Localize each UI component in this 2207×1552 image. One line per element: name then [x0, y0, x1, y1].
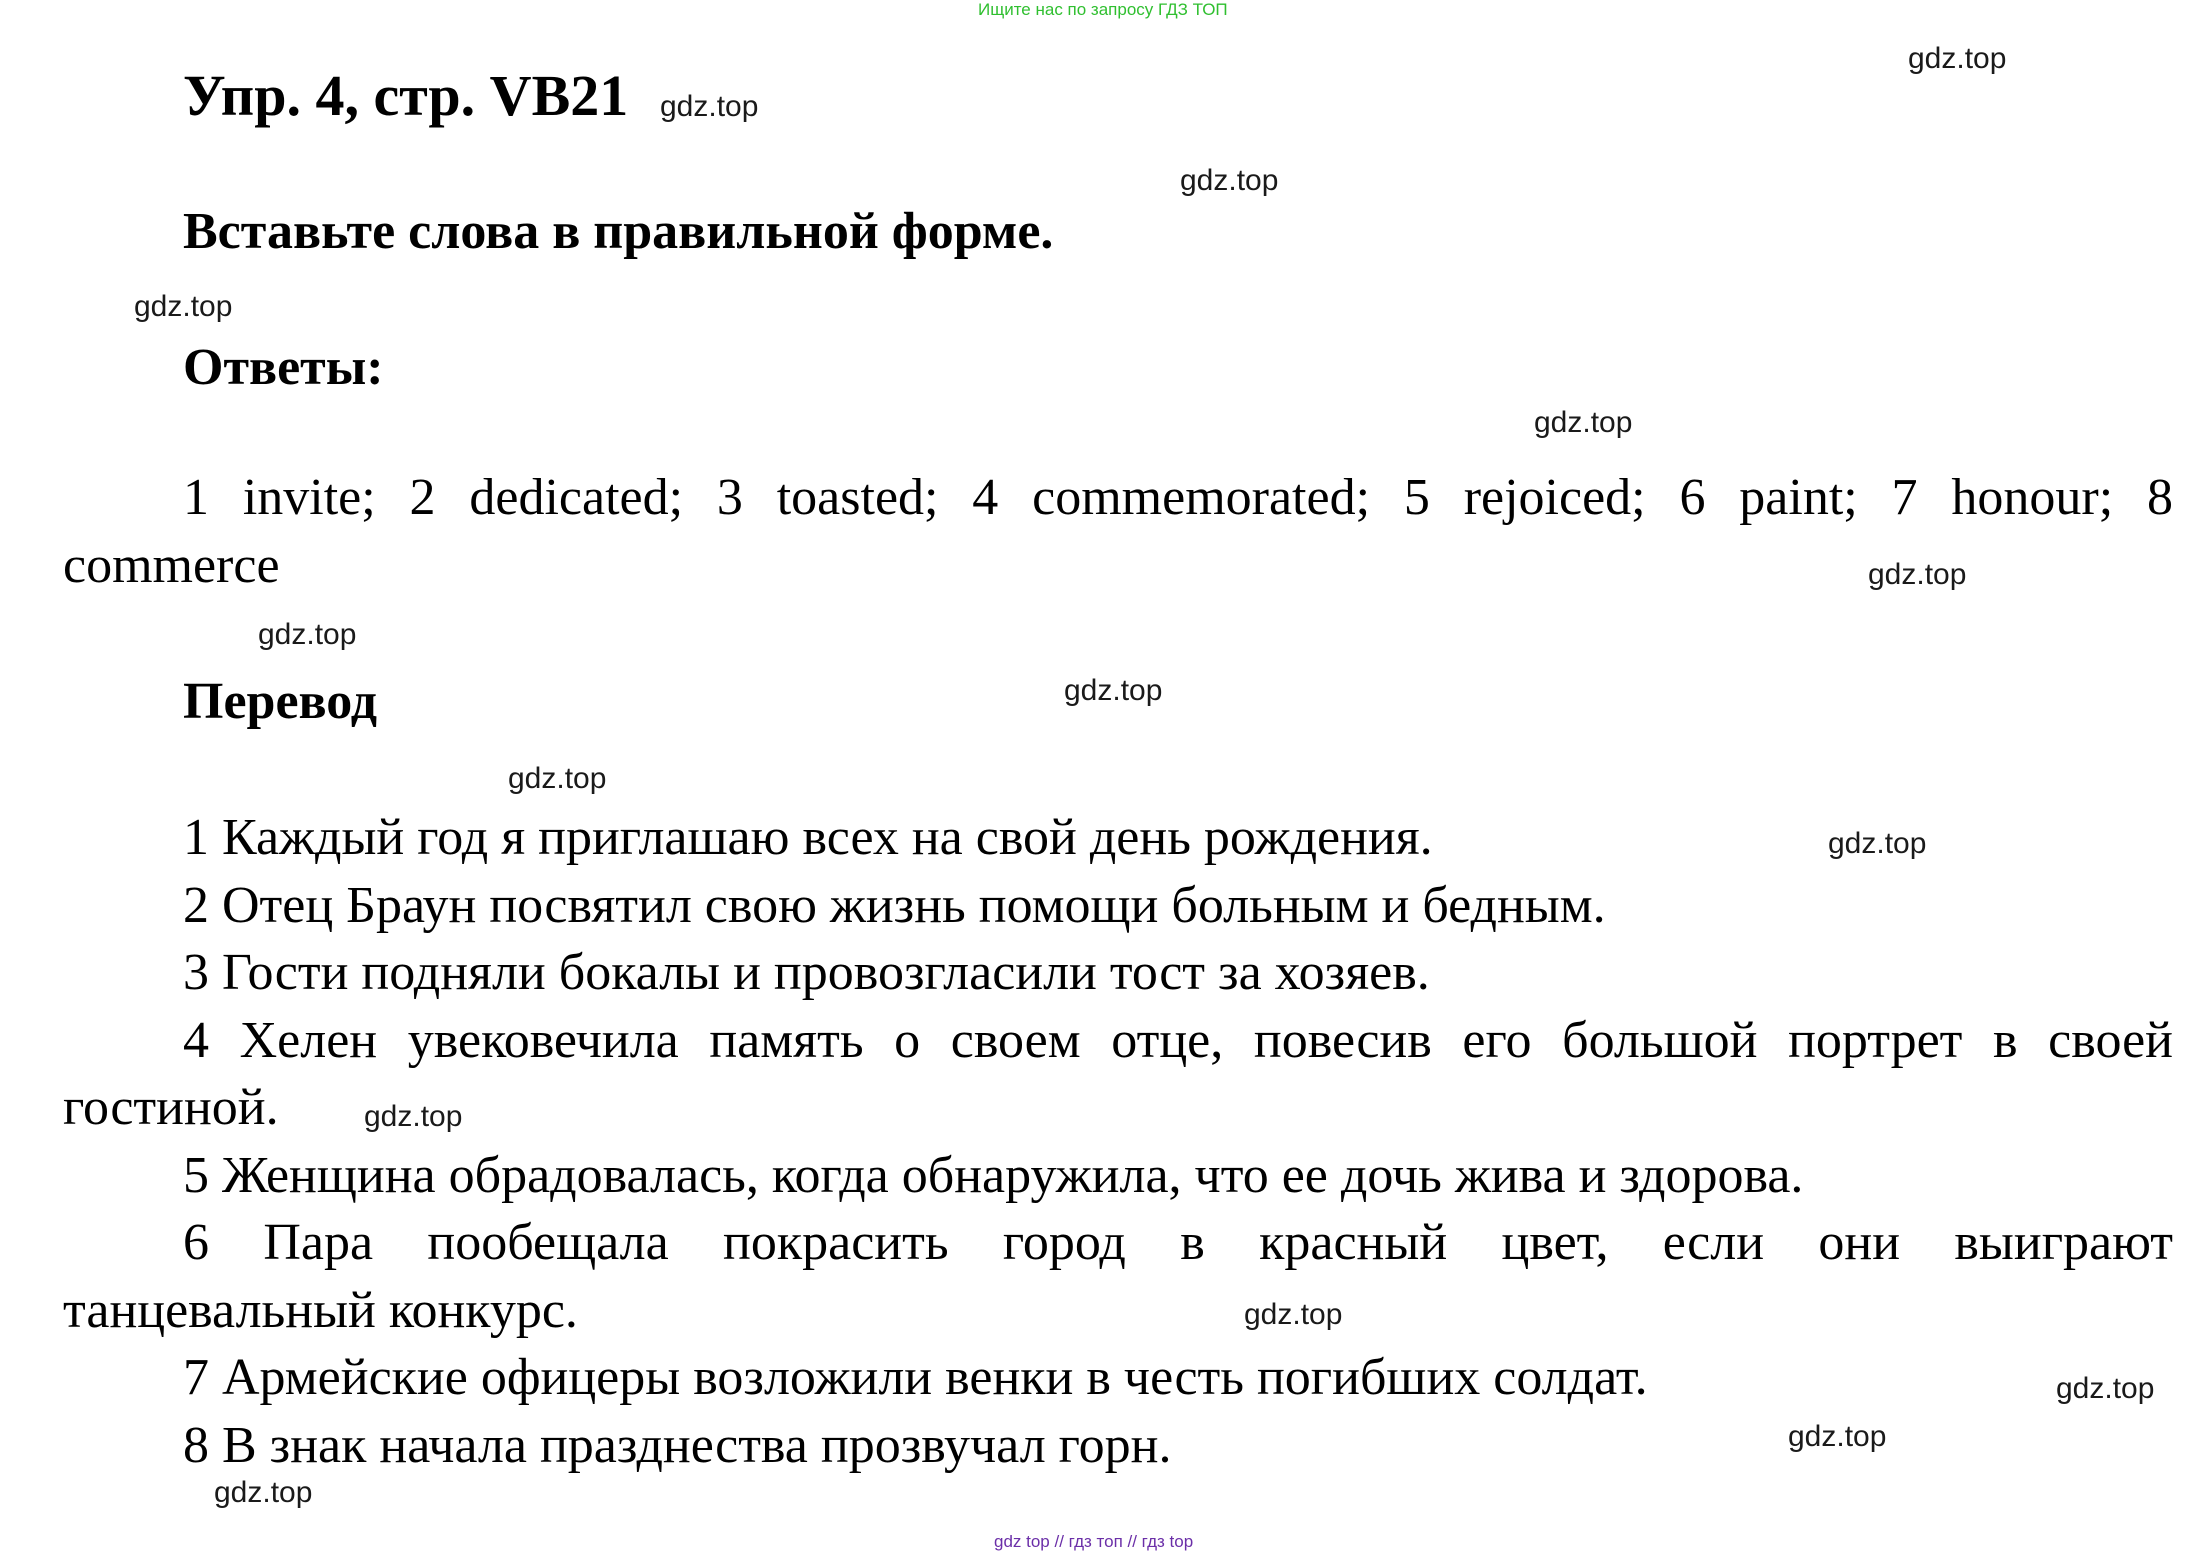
translation-line: 1 Каждый год я приглашаю всех на свой день рождения.	[183, 809, 1433, 866]
top-search-note: Ищите нас по запросу ГДЗ ТОП	[978, 0, 1228, 19]
instruction-heading: Вставьте слова в правильной форме.	[183, 203, 1054, 260]
translation-line: 3 Гости подняли бокалы и провозгласили тост за хозяев.	[183, 944, 1430, 1001]
watermark: gdz.top	[1064, 674, 1163, 707]
watermark: gdz.top	[1180, 164, 1279, 197]
watermark: gdz.top	[1534, 406, 1633, 439]
watermark: gdz.top	[1908, 42, 2007, 75]
translation-heading: Перевод	[183, 673, 378, 730]
translation-line: 5 Женщина обрадовалась, когда обнаружила, что ее дочь жива и здорова.	[183, 1147, 1804, 1204]
page-title: Упр. 4, стр. VB21	[183, 63, 629, 128]
translation-line: 4 Хелен увековечила память о своем отце, повесив его большой портрет в своей	[183, 1012, 2173, 1069]
translation-line: гостиной.	[63, 1079, 279, 1136]
watermark: gdz.top	[364, 1100, 463, 1133]
watermark: gdz.top	[1828, 827, 1927, 860]
watermark: gdz.top	[134, 290, 233, 323]
translation-line: 2 Отец Браун посвятил свою жизнь помощи больным и бедным.	[183, 877, 1606, 934]
watermark: gdz.top	[258, 618, 357, 651]
watermark: gdz.top	[1868, 558, 1967, 591]
translation-line: 8 В знак начала празднества прозвучал горн.	[183, 1417, 1172, 1474]
answers-heading: Ответы:	[183, 339, 384, 396]
watermark: gdz.top	[508, 762, 607, 795]
translation-line: 6 Пара пообещала покрасить город в красный цвет, если они выиграют	[183, 1214, 2173, 1271]
watermark: gdz.top	[1244, 1298, 1343, 1331]
answers-line-1: 1 invite; 2 dedicated; 3 toasted; 4 commemorated; 5 rejoiced; 6 paint; 7 honour; 8	[183, 469, 2173, 526]
footer-links: gdz top // гдз топ // гдз top	[994, 1532, 1194, 1551]
watermark: gdz.top	[214, 1476, 313, 1509]
watermark: gdz.top	[1788, 1420, 1887, 1453]
watermark: gdz.top	[660, 90, 759, 123]
translation-line: 7 Армейские офицеры возложили венки в честь погибших солдат.	[183, 1349, 1648, 1406]
watermark: gdz.top	[2056, 1372, 2155, 1405]
answers-line-2: commerce	[63, 537, 280, 594]
translation-line: танцевальный конкурс.	[63, 1282, 578, 1339]
